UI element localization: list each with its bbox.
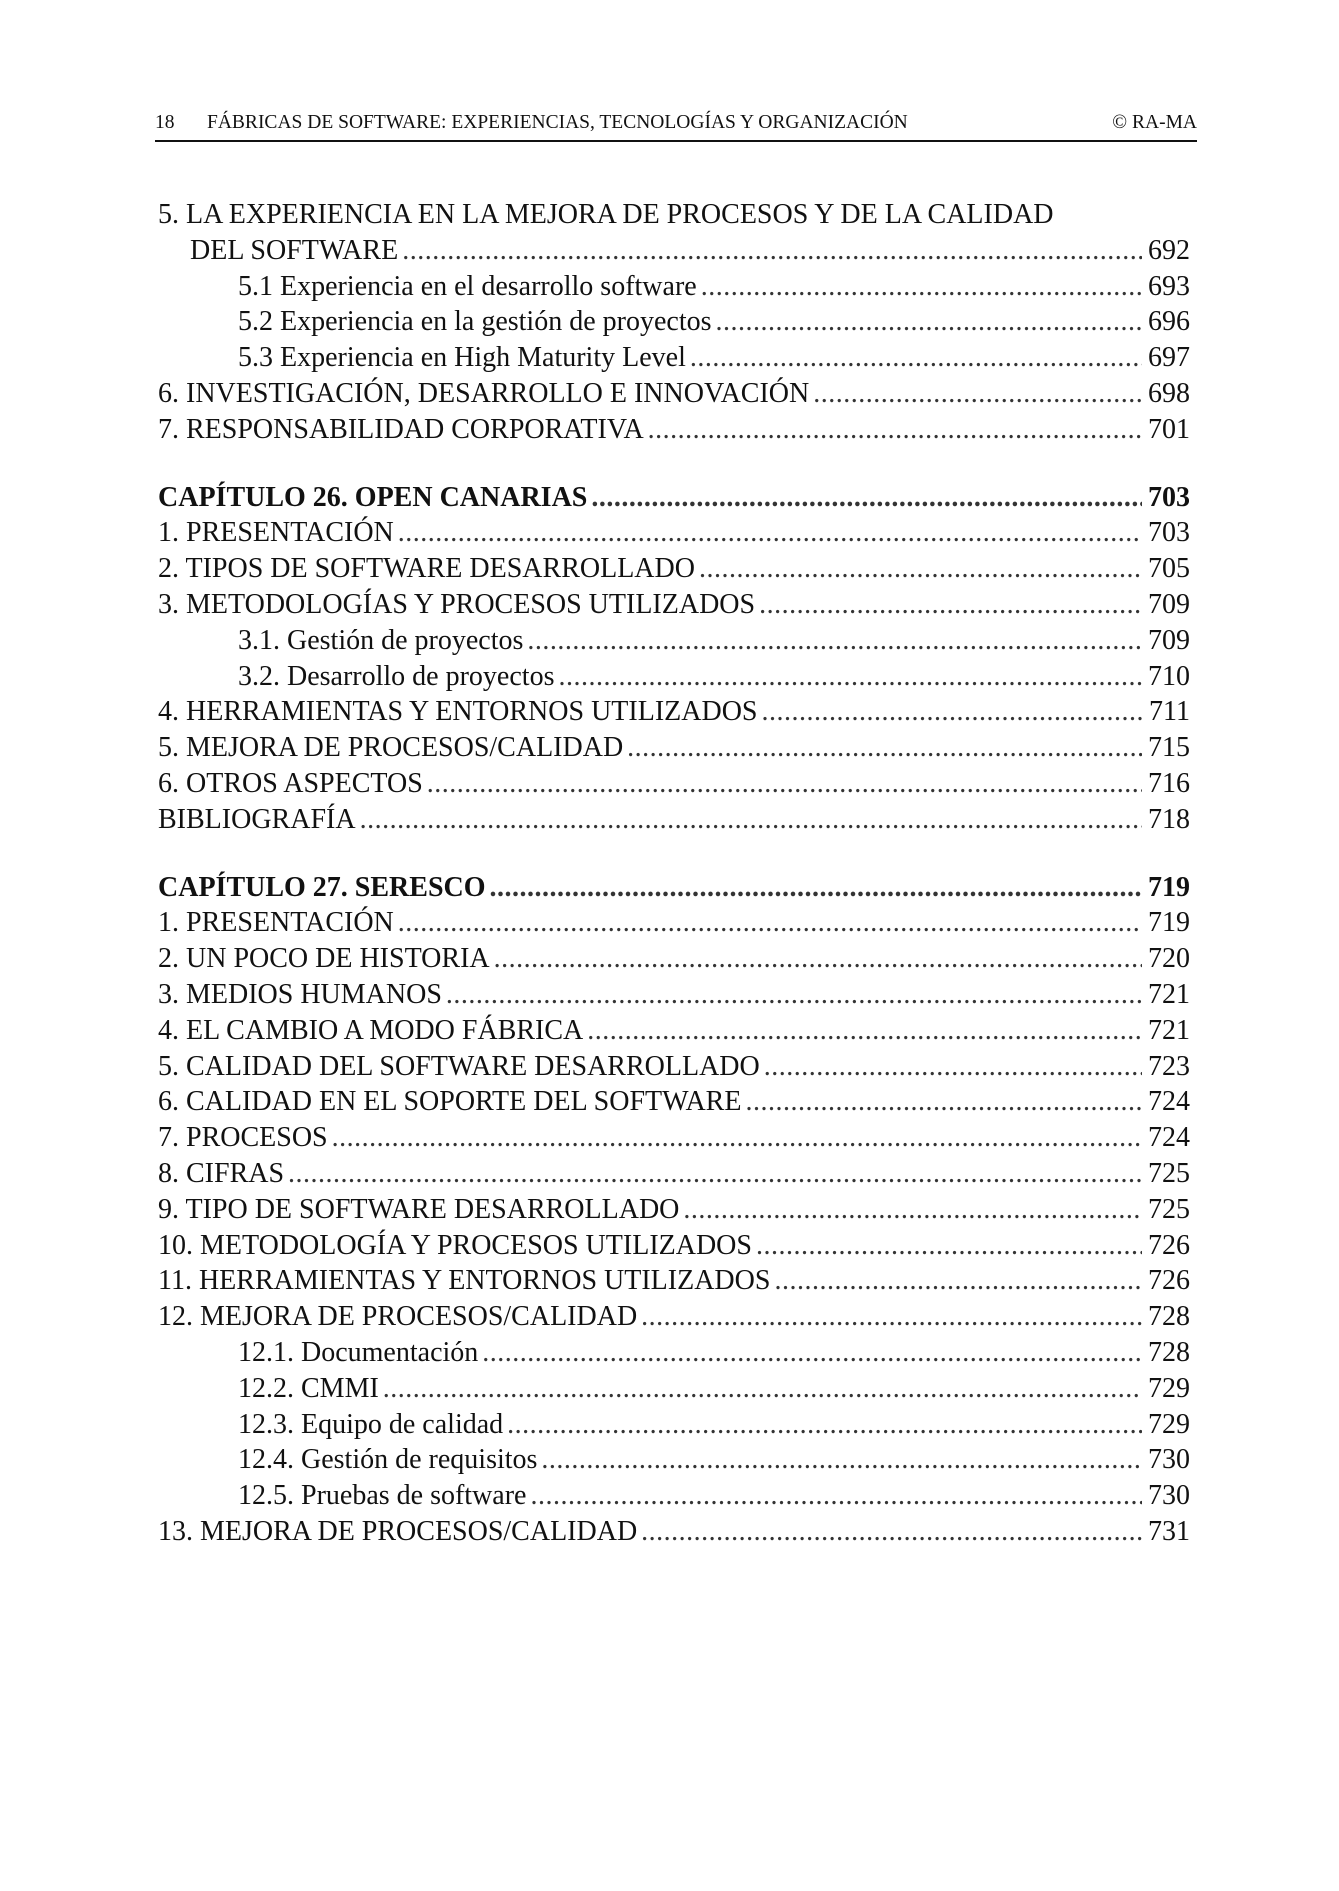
toc-entry-page: 716 [1148, 767, 1190, 799]
toc-entry-title: 12. MEJORA DE PROCESOS/CALIDAD [158, 1301, 638, 1333]
toc-entry-title: 3. MEDIOS HUMANOS [158, 978, 442, 1010]
toc-entry-title: 5. CALIDAD DEL SOFTWARE DESARROLLADO [158, 1050, 760, 1082]
toc-chapter-heading [158, 870, 1190, 906]
toc-section-chapter-25-continued [158, 197, 1190, 448]
toc-entry-title: 6. CALIDAD EN EL SOPORTE DEL SOFTWARE [158, 1086, 742, 1118]
dot-leader [716, 304, 1143, 340]
toc-entry [158, 1263, 1190, 1299]
toc-entry-page: 692 [1148, 234, 1190, 266]
dot-leader [759, 587, 1142, 623]
dot-leader [402, 233, 1142, 269]
header-title: FÁBRICAS DE SOFTWARE: EXPERIENCIAS, TECNOLOGÍAS Y ORGANIZACIÓN [207, 112, 908, 133]
toc-section-chapter-26 [158, 480, 1190, 838]
toc-entry-page: 720 [1148, 943, 1190, 975]
toc-entry-page: 729 [1148, 1408, 1190, 1440]
toc-entry-page: 698 [1148, 377, 1190, 409]
toc-entry-page: 710 [1148, 660, 1190, 692]
toc-entry-page: 729 [1148, 1372, 1190, 1404]
toc-entry [158, 730, 1190, 766]
toc-entry-title: 8. CIFRAS [158, 1157, 285, 1189]
toc-entry-title: 4. EL CAMBIO A MODO FÁBRICA [158, 1014, 584, 1046]
toc-entry [158, 766, 1190, 802]
toc-entry-page: 730 [1148, 1444, 1190, 1476]
toc-entry [158, 1013, 1190, 1049]
toc-entry-title: 3. METODOLOGÍAS Y PROCESOS UTILIZADOS [158, 588, 756, 620]
toc-entry-page: 721 [1148, 1014, 1190, 1046]
dot-leader [641, 1299, 1142, 1335]
toc-entry-page: 703 [1148, 517, 1190, 549]
table-of-contents [158, 197, 1190, 1550]
toc-entry [158, 802, 1190, 838]
toc-entry-title: 9. TIPO DE SOFTWARE DESARROLLADO [158, 1193, 680, 1225]
dot-leader [558, 659, 1142, 695]
toc-entry-page: 709 [1148, 588, 1190, 620]
toc-entry-title: 2. TIPOS DE SOFTWARE DESARROLLADO [158, 553, 695, 585]
toc-entry-page: 723 [1148, 1050, 1190, 1082]
toc-entry-page: 721 [1148, 978, 1190, 1010]
dot-leader [761, 694, 1142, 730]
toc-entry-title: CAPÍTULO 27. SERESCO [158, 871, 486, 903]
toc-entry-page: 711 [1149, 696, 1190, 728]
toc-entry-page: 725 [1148, 1193, 1190, 1225]
page-number: 18 [155, 112, 175, 133]
dot-leader [745, 1084, 1142, 1120]
toc-entry [158, 587, 1190, 623]
dot-leader [427, 766, 1142, 802]
toc-entry-page: 715 [1148, 732, 1190, 764]
dot-leader [530, 1478, 1142, 1514]
toc-entry-title: 2. UN POCO DE HISTORIA [158, 943, 490, 975]
dot-leader [482, 1335, 1142, 1371]
toc-entry [158, 905, 1190, 941]
toc-entry-title: 7. PROCESOS [158, 1122, 328, 1154]
toc-entry [158, 197, 1190, 233]
toc-entry-page: 697 [1148, 342, 1190, 374]
toc-entry [158, 1442, 1190, 1478]
toc-entry [158, 233, 1190, 269]
dot-leader [398, 905, 1142, 941]
toc-entry-page: 719 [1148, 871, 1190, 903]
toc-entry-title: 13. MEJORA DE PROCESOS/CALIDAD [158, 1515, 638, 1547]
toc-entry-page: 703 [1148, 481, 1190, 513]
toc-entry [158, 623, 1190, 659]
toc-entry [158, 1192, 1190, 1228]
dot-leader [813, 376, 1142, 412]
dot-leader [648, 412, 1142, 448]
toc-entry-title: 5. MEJORA DE PROCESOS/CALIDAD [158, 732, 624, 764]
toc-entry [158, 376, 1190, 412]
toc-entry-page: 731 [1148, 1515, 1190, 1547]
toc-entry-page: 725 [1148, 1157, 1190, 1189]
toc-entry [158, 1049, 1190, 1085]
toc-entry-title: 5.3 Experiencia en High Maturity Level [238, 342, 686, 374]
toc-entry [158, 1335, 1190, 1371]
toc-section-chapter-27 [158, 870, 1190, 1550]
toc-entry-title: 12.1. Documentación [238, 1336, 479, 1368]
toc-entry-page: 693 [1148, 270, 1190, 302]
dot-leader [701, 269, 1142, 305]
toc-entry-page: 701 [1148, 413, 1190, 445]
running-header [155, 112, 1197, 142]
toc-entry-page: 696 [1148, 306, 1190, 338]
dot-leader [360, 802, 1142, 838]
toc-entry-page: 726 [1148, 1265, 1190, 1297]
toc-entry-title: 12.2. CMMI [238, 1372, 379, 1404]
toc-entry-title: 12.5. Pruebas de software [238, 1480, 527, 1512]
toc-entry-title: 6. OTROS ASPECTOS [158, 767, 423, 799]
toc-chapter-heading [158, 480, 1190, 516]
dot-leader [690, 340, 1142, 376]
dot-leader [288, 1156, 1142, 1192]
section-gap [158, 448, 1190, 480]
toc-entry-title: 5.2 Experiencia en la gestión de proyectos [238, 306, 712, 338]
toc-entry-title: DEL SOFTWARE [190, 234, 399, 266]
toc-entry-title: 3.2. Desarrollo de proyectos [238, 660, 555, 692]
toc-entry [158, 1371, 1190, 1407]
toc-entry-title: 1. PRESENTACIÓN [158, 907, 394, 939]
toc-entry [158, 340, 1190, 376]
dot-leader [541, 1442, 1142, 1478]
toc-entry [158, 941, 1190, 977]
toc-entry-page: 719 [1148, 907, 1190, 939]
dot-leader [774, 1263, 1142, 1299]
dot-leader [527, 623, 1142, 659]
toc-entry-page: 724 [1148, 1122, 1190, 1154]
dot-leader [507, 1407, 1142, 1443]
toc-entry-page: 724 [1148, 1086, 1190, 1118]
toc-entry-page: 726 [1148, 1229, 1190, 1261]
toc-entry-title: 5. LA EXPERIENCIA EN LA MEJORA DE PROCESOS Y DE LA CALIDAD [158, 199, 1054, 230]
toc-entry [158, 1120, 1190, 1156]
toc-entry [158, 304, 1190, 340]
toc-entry-title: 10. METODOLOGÍA Y PROCESOS UTILIZADOS [158, 1229, 752, 1261]
toc-entry-title: 5.1 Experiencia en el desarrollo software [238, 270, 697, 302]
toc-entry-title: 1. PRESENTACIÓN [158, 517, 394, 549]
toc-entry [158, 1407, 1190, 1443]
toc-entry [158, 412, 1190, 448]
dot-leader [591, 480, 1142, 516]
toc-entry-title: 7. RESPONSABILIDAD CORPORATIVA [158, 413, 644, 445]
toc-entry [158, 1084, 1190, 1120]
dot-leader [383, 1371, 1142, 1407]
dot-leader [756, 1228, 1142, 1264]
dot-leader [699, 551, 1142, 587]
toc-entry [158, 1228, 1190, 1264]
toc-entry-page: 709 [1148, 624, 1190, 656]
toc-entry-page: 728 [1148, 1301, 1190, 1333]
toc-entry-title: BIBLIOGRAFÍA [158, 803, 356, 835]
dot-leader [764, 1049, 1142, 1085]
toc-entry [158, 659, 1190, 695]
copyright-notice: © RA-MA [1112, 112, 1197, 133]
toc-entry-title: 6. INVESTIGACIÓN, DESARROLLO E INNOVACIÓN [158, 377, 810, 409]
toc-entry-page: 730 [1148, 1480, 1190, 1512]
toc-entry-title: 11. HERRAMIENTAS Y ENTORNOS UTILIZADOS [158, 1265, 771, 1297]
toc-entry-title: CAPÍTULO 26. OPEN CANARIAS [158, 481, 588, 513]
dot-leader [587, 1013, 1142, 1049]
toc-entry [158, 977, 1190, 1013]
toc-entry-page: 728 [1148, 1336, 1190, 1368]
dot-leader [683, 1192, 1142, 1228]
toc-entry-title: 12.4. Gestión de requisitos [238, 1444, 538, 1476]
toc-entry-title: 3.1. Gestión de proyectos [238, 624, 524, 656]
toc-entry-title: 12.3. Equipo de calidad [238, 1408, 504, 1440]
toc-entry [158, 269, 1190, 305]
toc-entry-title: 4. HERRAMIENTAS Y ENTORNOS UTILIZADOS [158, 696, 758, 728]
dot-leader [494, 941, 1142, 977]
dot-leader [446, 977, 1142, 1013]
dot-leader [398, 515, 1142, 551]
dot-leader [641, 1514, 1142, 1550]
dot-leader [332, 1120, 1142, 1156]
dot-leader [627, 730, 1142, 766]
section-gap [158, 838, 1190, 870]
toc-entry [158, 515, 1190, 551]
toc-entry [158, 1514, 1190, 1550]
toc-entry [158, 551, 1190, 587]
toc-entry-page: 705 [1148, 553, 1190, 585]
toc-entry [158, 694, 1190, 730]
dot-leader [490, 870, 1142, 906]
toc-entry [158, 1299, 1190, 1335]
toc-entry [158, 1478, 1190, 1514]
toc-entry-page: 718 [1148, 803, 1190, 835]
toc-entry [158, 1156, 1190, 1192]
